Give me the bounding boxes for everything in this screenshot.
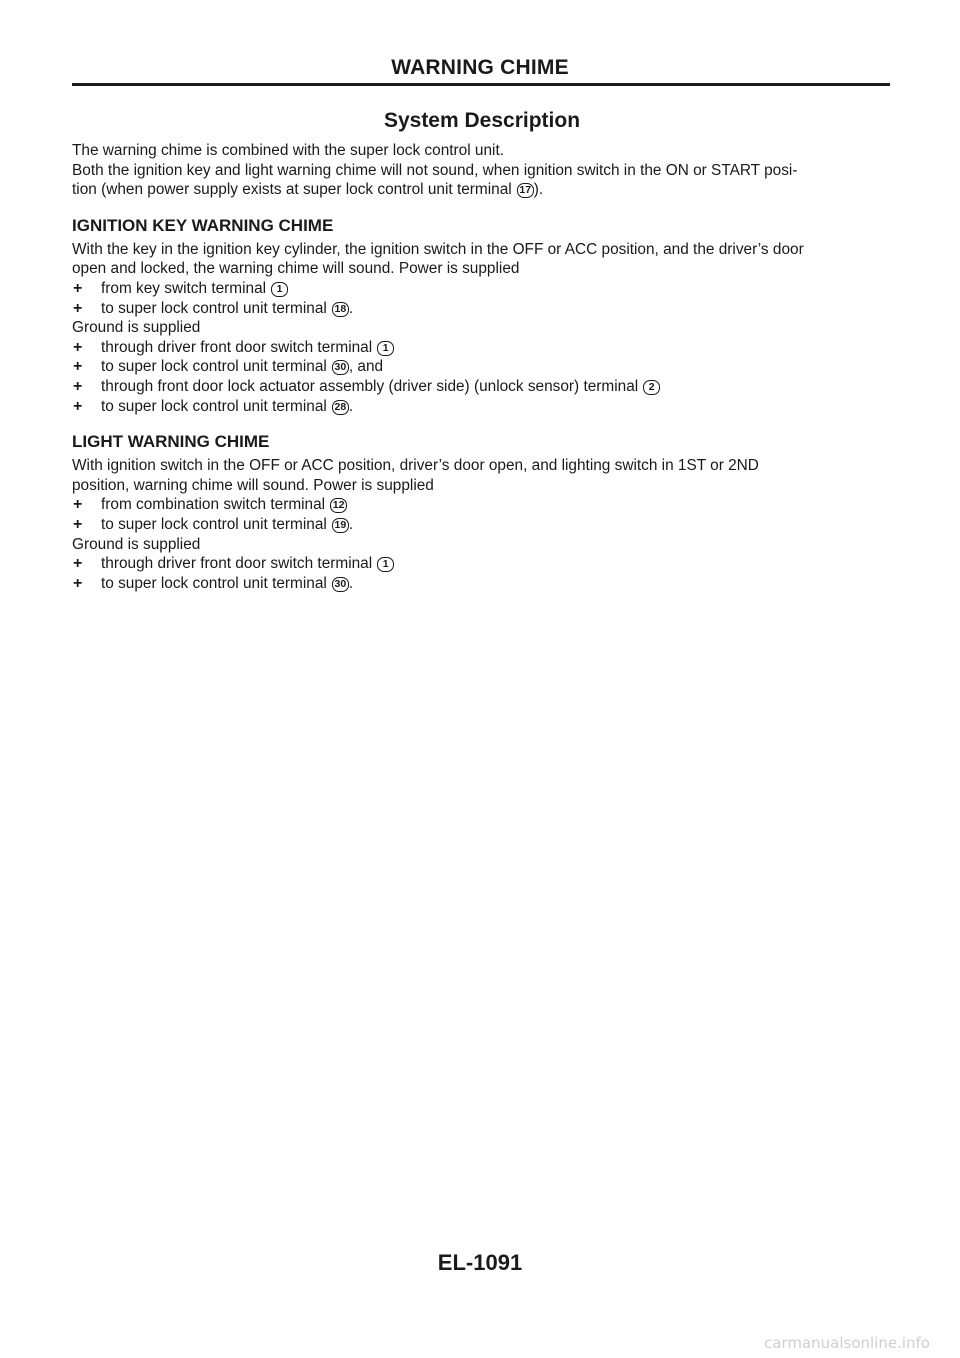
item-text: through driver front door switch terminal [101, 555, 373, 573]
terminal-badge: 1 [377, 557, 394, 572]
terminal-badge: 1 [377, 341, 394, 356]
item-text: to super lock control unit terminal [101, 299, 327, 317]
page-code: EL-1091 [437, 1250, 523, 1275]
list-item [72, 299, 892, 319]
item-text: from combination switch terminal [101, 496, 326, 514]
terminal-badge: 28 [332, 400, 349, 415]
list-item [72, 495, 892, 515]
terminal-badge: 1 [271, 282, 288, 297]
ignition-key-heading: IGNITION KEY WARNING CHIME [72, 215, 334, 235]
item-tail: , and [348, 358, 384, 376]
list-item-text [101, 495, 347, 515]
list-item-text [101, 299, 353, 319]
bullet-mark: + [73, 279, 83, 297]
item-text: from key switch terminal [101, 279, 267, 297]
list-item-text [101, 357, 383, 377]
bullet-mark: + [73, 338, 83, 356]
list-item-text [101, 279, 288, 299]
item-text: to super lock control unit terminal [101, 515, 327, 533]
terminal-badge: 19 [332, 518, 349, 533]
terminal-badge: 30 [332, 360, 349, 375]
section-title: System Description [383, 109, 581, 132]
terminal-badge: 18 [332, 302, 349, 317]
light-paragraph-line-1: With ignition switch in the OFF or ACC position, driver’s door open, and lighting switch in 1ST or 2ND [72, 457, 759, 475]
document-body [72, 108, 892, 593]
item-text: to super lock control unit terminal [101, 397, 327, 415]
item-tail: . [348, 515, 354, 533]
list-item-text [101, 377, 660, 397]
light-paragraph-line-2: position, warning chime will sound. Power is supplied [72, 476, 434, 494]
intro-line-3 [72, 180, 892, 200]
item-text: to super lock control unit terminal [101, 358, 327, 376]
list-item [72, 574, 892, 594]
ignition-ground-label: Ground is supplied [72, 319, 201, 337]
bullet-mark: + [73, 358, 83, 376]
list-item-text [101, 515, 353, 535]
item-text: to super lock control unit terminal [101, 574, 327, 592]
light-warning-heading: LIGHT WARNING CHIME [72, 432, 270, 452]
item-tail: . [348, 574, 354, 592]
intro-line-3-text: tion (when power supply exists at super lock control unit terminal [72, 181, 512, 199]
item-tail: . [348, 397, 354, 415]
bullet-mark: + [73, 299, 83, 317]
list-item-text [101, 338, 394, 358]
bullet-mark: + [73, 397, 83, 415]
item-text: through front door lock actuator assembly (driver side) (unlock sensor) terminal [101, 377, 639, 395]
bullet-mark: + [73, 555, 83, 573]
list-item [72, 279, 892, 299]
list-item [72, 515, 892, 535]
list-item [72, 357, 892, 377]
list-item-text [101, 554, 394, 574]
item-text: through driver front door switch terminal [101, 338, 373, 356]
bullet-mark: + [73, 377, 83, 395]
ignition-paragraph-line-1: With the key in the ignition key cylinder, the ignition switch in the OFF or ACC position, and the driver’s door [72, 240, 804, 258]
page-header-title: WARNING CHIME [391, 56, 569, 79]
list-item [72, 397, 892, 417]
intro-line-2: Both the ignition key and light warning chime will not sound, when ignition switch in the ON or START posi- [72, 161, 798, 179]
terminal-badge: 12 [330, 498, 347, 513]
list-item [72, 377, 892, 397]
item-tail: . [348, 299, 354, 317]
terminal-badge: 17 [517, 183, 534, 198]
bullet-mark: + [73, 515, 83, 533]
light-ground-label: Ground is supplied [72, 535, 201, 553]
list-item-text [101, 397, 353, 417]
list-item-text [101, 574, 353, 594]
terminal-badge: 2 [643, 380, 660, 395]
intro-line-1: The warning chime is combined with the super lock control unit. [72, 142, 504, 159]
intro-line-3-tail: ). [533, 181, 544, 199]
list-item [72, 554, 892, 574]
list-item [72, 338, 892, 358]
terminal-badge: 30 [332, 577, 349, 592]
watermark: carmanualsonline.info [764, 1334, 930, 1352]
bullet-mark: + [73, 496, 83, 514]
header-divider [72, 83, 890, 86]
bullet-mark: + [73, 574, 83, 592]
ignition-paragraph-line-2: open and locked, the warning chime will sound. Power is supplied [72, 260, 520, 278]
